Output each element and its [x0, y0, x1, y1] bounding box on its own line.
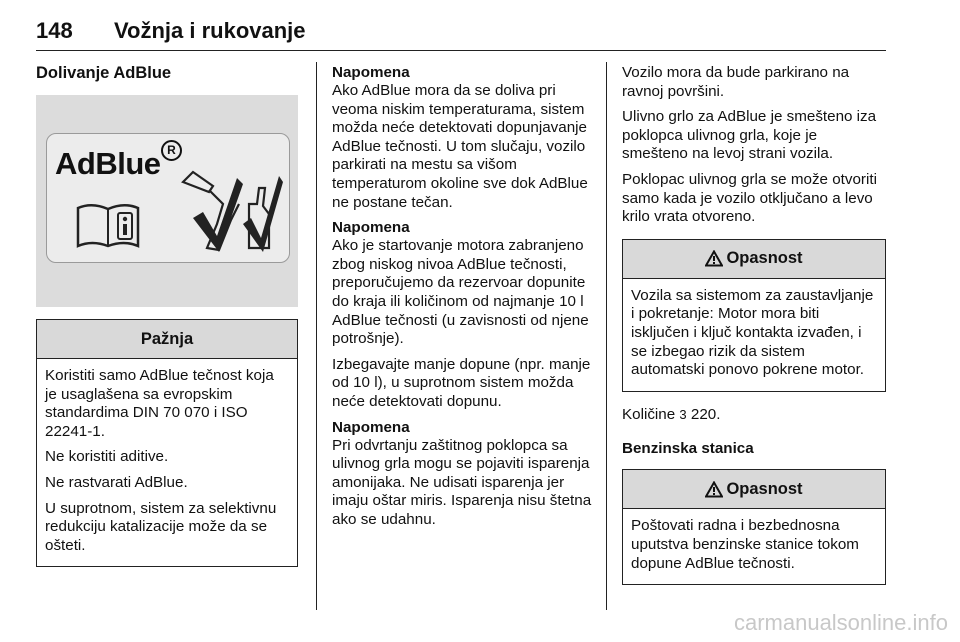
chapter-title: Vožnja i rukovanje [114, 18, 306, 43]
warning-text: Vozila sa sistemom za zaustavljanje i pokretanje: Motor mora biti isključen i ključ kontakta izvađen, i se izbegao rizik da sistem automatski ponovo pokrene motor. [631, 286, 874, 379]
note-label: Napomena [332, 418, 410, 436]
warning-triangle-icon [705, 250, 723, 267]
section-heading: Dolivanje AdBlue [36, 64, 172, 82]
quantities-label: Količine [622, 405, 676, 423]
manual-book-icon [75, 200, 141, 250]
caution-paragraph: Ne rastvarati AdBlue. [45, 473, 188, 491]
warning-box [622, 239, 886, 392]
body-paragraph: Izbegavajte manje dopune (npr. manje od 10 l), u suprotnom sistem možda neće detektovati dopunu. [332, 355, 591, 410]
note-label: Napomena [332, 64, 410, 81]
column-divider [606, 62, 607, 610]
column-divider [316, 62, 317, 610]
column-3 [622, 64, 886, 585]
note-label: Napomena [332, 219, 410, 237]
caution-paragraph: Koristiti samo AdBlue tečnost koja je usaglašena sa evropskim standardima DIN 70 070 i ISO 22241-1. [45, 367, 274, 440]
body-paragraph: Poklopac ulivnog grla se može otvoriti samo kada je vozilo otključano a levo krilo vrata otvoreno. [622, 170, 877, 226]
warning-box [622, 469, 886, 585]
adblue-brand-text: AdBlue [55, 146, 161, 181]
body-paragraph: Vozilo mora da bude parkirano na ravnoj površini. [622, 64, 850, 100]
warning-text: Poštovati radna i bezbednosna uputstva benzinske stanice tokom dopune AdBlue tečnosti. [631, 517, 859, 572]
warning-box-title: Opasnost [726, 249, 803, 268]
note-text: Ako je startovanje motora zabranjeno zbog niskog nivoa AdBlue tečnosti, preporučujemo da rezervoar dopunite do kraja ili količinom od najmanje 10 l AdBlue tečnosti (u zavisnosti od njene potrošnje). [332, 237, 589, 348]
body-paragraph: Ulivno grlo za AdBlue je smešteno iza poklopca ulivnog grla, koje je smešteno na levoj strani vozila. [622, 108, 877, 163]
page-header [36, 14, 886, 51]
caution-box [36, 319, 298, 567]
adblue-label-figure [36, 95, 298, 307]
note-text: Pri odvrtanju zaštitnog poklopca sa ulivnog grla mogu se pojaviti isparenja amonijaka. Ne udisati isparenja jer imaju oštar miris. Isparenja nisu štetna ako se udahnu. [332, 436, 592, 528]
warning-triangle-icon [705, 481, 723, 498]
warning-box-header [623, 240, 885, 279]
caution-box-title: Pažnja [37, 320, 297, 359]
registered-mark: R [161, 140, 182, 161]
warning-box-title: Opasnost [726, 479, 803, 498]
subheading: Benzinska stanica [622, 440, 754, 458]
quantities-reference [622, 406, 886, 425]
page-reference-arrow-icon: 3 [679, 406, 687, 422]
page-number: 148 [36, 18, 73, 43]
caution-paragraph: U suprotnom, sistem za selektivnu redukciju katalizacije može da se ošteti. [45, 499, 277, 554]
fuel-nozzle-check-icon [179, 164, 283, 260]
warning-box-header [623, 470, 885, 509]
column-2 [332, 64, 594, 536]
column-1 [36, 64, 298, 567]
note-text: Ako AdBlue mora da se doliva pri veoma niskim temperaturama, sistem možda neće detektovati dopunjavanje AdBlue tečnosti. U tom slučaju, vozilo parkirati na mestu sa višom temperaturom okoline sve dok AdBlue ne postane tečan. [332, 82, 588, 211]
quantities-page-ref[interactable]: 220. [690, 405, 721, 423]
caution-paragraph: Ne koristiti aditive. [45, 448, 169, 466]
watermark: carmanualsonline.info [733, 610, 948, 635]
adblue-label-panel [46, 133, 290, 263]
